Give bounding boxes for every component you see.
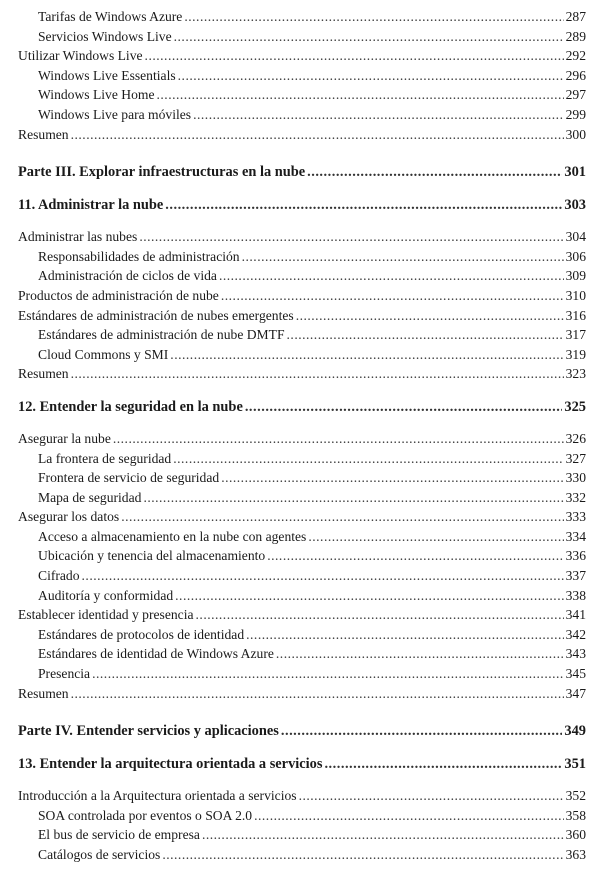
toc-entry-title: Estándares de administración de nubes emergentes — [18, 307, 294, 323]
section-spacer — [18, 146, 586, 164]
toc-entry-title: Introducción a la Arquitectura orientada a servicios — [18, 788, 297, 804]
toc-entry-row — [18, 847, 586, 867]
section-spacer — [18, 743, 586, 756]
toc-page-number: 296 — [565, 67, 586, 83]
dot-leader — [245, 399, 563, 416]
dot-leader — [299, 788, 564, 804]
toc-page-number: 292 — [565, 48, 586, 64]
dot-leader — [162, 847, 563, 863]
toc-chapter-title: 11. Administrar la nube — [18, 197, 164, 214]
toc-page-number: 347 — [565, 685, 586, 701]
toc-entry-row — [18, 451, 586, 471]
section-spacer — [18, 217, 586, 229]
toc-page-number: 306 — [565, 248, 586, 264]
toc-entry-row — [18, 107, 586, 127]
toc-entry-row — [18, 288, 586, 308]
toc-entry-row — [18, 490, 586, 510]
toc-entry-title: Catálogos de servicios — [38, 847, 161, 862]
dot-leader — [281, 723, 563, 740]
toc-chapter-row — [18, 197, 586, 217]
toc-chapter-row — [18, 723, 586, 743]
dot-leader — [296, 308, 564, 324]
toc-entry-row — [18, 548, 586, 568]
toc-entry-row — [18, 470, 586, 490]
dot-leader — [287, 327, 564, 343]
toc-page-number: 301 — [564, 164, 586, 181]
toc-entry-title: Windows Live Home — [38, 87, 155, 103]
dot-leader — [308, 529, 563, 545]
dot-leader — [196, 607, 564, 623]
dot-leader — [174, 29, 564, 45]
toc-page-number: 309 — [565, 268, 586, 284]
dot-leader — [139, 229, 563, 245]
dot-leader — [193, 107, 564, 123]
toc-page-number: 342 — [565, 626, 586, 642]
dot-leader — [178, 68, 564, 84]
toc-entry-title: Administración de ciclos de vida — [38, 268, 217, 284]
dot-leader — [246, 627, 563, 643]
toc-entry-row — [18, 529, 586, 549]
toc-chapter-title: 13. Entender la arquitectura orientada a servicios — [18, 756, 323, 773]
toc-page-number: 337 — [565, 568, 586, 584]
toc-entry-row — [18, 347, 586, 367]
section-spacer — [18, 419, 586, 431]
section-spacer — [18, 705, 586, 723]
toc-entry-row — [18, 29, 586, 49]
toc-page-number: 297 — [565, 87, 586, 103]
toc-chapter-row — [18, 756, 586, 776]
toc-entry-row — [18, 568, 586, 588]
toc-chapter-title: Parte IV. Entender servicios y aplicaciones — [18, 723, 279, 740]
toc-page-number: 289 — [565, 28, 586, 44]
toc-entry-title: Asegurar los datos — [18, 509, 120, 525]
toc-entry-row — [18, 627, 586, 647]
dot-leader — [219, 268, 564, 284]
dot-leader — [221, 470, 563, 486]
toc-entry-row — [18, 229, 586, 249]
toc-entry-title: Servicios Windows Live — [38, 28, 172, 44]
toc-page-number: 299 — [565, 106, 586, 122]
dot-leader — [82, 568, 564, 584]
toc-entry-row — [18, 9, 586, 29]
toc-entry-title: Productos de administración de nube — [18, 287, 219, 303]
toc-page-number: 358 — [565, 807, 586, 823]
section-spacer — [18, 776, 586, 788]
toc-page-number: 351 — [564, 756, 586, 773]
toc-page-number: 310 — [565, 287, 586, 303]
toc-entry-row — [18, 588, 586, 608]
dot-leader — [267, 548, 563, 564]
toc-entry-row — [18, 431, 586, 451]
toc-entry-title: Utilizar Windows Live — [18, 48, 143, 64]
toc-entry-row — [18, 509, 586, 529]
toc-entry-row — [18, 788, 586, 808]
toc-page-number: 287 — [565, 9, 586, 24]
toc-page-number: 345 — [565, 666, 586, 682]
toc-entry-title: Administrar las nubes — [18, 229, 138, 245]
toc-chapter-row — [18, 399, 586, 419]
toc-entry-row — [18, 808, 586, 828]
toc-page-number: 300 — [565, 126, 586, 142]
toc-entry-title: Acceso a almacenamiento en la nube con agentes — [38, 528, 307, 544]
toc-page-number: 327 — [565, 450, 586, 466]
dot-leader — [221, 288, 564, 304]
dot-leader — [145, 48, 564, 64]
dot-leader — [184, 9, 563, 25]
dot-leader — [71, 127, 564, 143]
dot-leader — [242, 249, 564, 265]
toc-page-number: 303 — [564, 197, 586, 214]
toc-entry-row — [18, 666, 586, 686]
toc-entry-title: Resumen — [18, 685, 69, 701]
section-spacer — [18, 184, 586, 197]
dot-leader — [202, 827, 564, 843]
toc-entry-title: Cloud Commons y SMI — [38, 346, 169, 362]
toc-entry-row — [18, 827, 586, 847]
dot-leader — [307, 164, 562, 181]
toc-page-number: 333 — [565, 509, 586, 525]
toc-page-number: 326 — [565, 430, 586, 446]
toc-entry-title: El bus de servicio de empresa — [38, 827, 200, 843]
section-spacer — [18, 386, 586, 399]
dot-leader — [121, 509, 563, 525]
toc-entry-title: Responsabilidades de administración — [38, 248, 240, 264]
toc-entry-title: La frontera de seguridad — [38, 450, 172, 466]
toc-entry-row — [18, 686, 586, 706]
toc-entry-title: Frontera de servicio de seguridad — [38, 470, 220, 486]
toc-entry-title: Establecer identidad y presencia — [18, 607, 194, 623]
toc-page-number: 304 — [565, 229, 586, 245]
toc-chapter-row — [18, 164, 586, 184]
toc-entry-title: Auditoría y conformidad — [38, 587, 174, 603]
toc-page-number: 330 — [565, 470, 586, 486]
toc-entry-row — [18, 87, 586, 107]
dot-leader — [71, 366, 564, 382]
toc-page-number: 343 — [565, 646, 586, 662]
dot-leader — [157, 87, 564, 103]
dot-leader — [143, 490, 563, 506]
dot-leader — [71, 686, 564, 702]
toc-page-number: 363 — [565, 847, 586, 862]
toc-page-number: 332 — [565, 489, 586, 505]
toc-page-number: 325 — [564, 398, 586, 415]
toc-entry-title: Cifrado — [38, 568, 80, 584]
toc-page-number: 338 — [565, 587, 586, 603]
toc-entry-title: Estándares de administración de nube DMTF — [38, 327, 285, 343]
toc-entry-title: Estándares de identidad de Windows Azure — [38, 646, 274, 662]
toc-entry-row — [18, 48, 586, 68]
dot-leader — [276, 646, 564, 662]
toc-entry-title: Windows Live para móviles — [38, 106, 192, 122]
toc-entry-title: Estándares de protocolos de identidad — [38, 626, 245, 642]
toc-entry-row — [18, 308, 586, 328]
toc-page-number: 360 — [565, 827, 586, 843]
toc-page-number: 317 — [565, 327, 586, 343]
toc-entry-title: Asegurar la nube — [18, 430, 111, 446]
dot-leader — [175, 588, 563, 604]
dot-leader — [165, 197, 562, 214]
dot-leader — [254, 808, 564, 824]
dot-leader — [173, 451, 563, 467]
toc-page-number: 349 — [564, 723, 586, 740]
toc-entry-title: Presencia — [38, 666, 91, 682]
toc-entry-title: Mapa de seguridad — [38, 489, 142, 505]
toc-page-number: 341 — [565, 607, 586, 623]
toc-page-number: 352 — [565, 788, 586, 804]
toc-entry-title: Tarifas de Windows Azure — [38, 9, 183, 24]
toc-chapter-title: 12. Entender la seguridad en la nube — [18, 398, 243, 415]
toc-entry-title: Ubicación y tenencia del almacenamiento — [38, 548, 266, 564]
dot-leader — [324, 756, 562, 773]
toc-entry-title: Resumen — [18, 366, 69, 382]
toc-page-number: 336 — [565, 548, 586, 564]
toc-entry-row — [18, 366, 586, 386]
toc-entry-row — [18, 127, 586, 147]
toc-entry-row — [18, 68, 586, 88]
dot-leader — [113, 431, 564, 447]
toc-page-number: 316 — [565, 307, 586, 323]
dot-leader — [92, 666, 564, 682]
toc-chapter-title: Parte III. Explorar infraestructuras en la nube — [18, 164, 306, 181]
toc-entry-title: Windows Live Essentials — [38, 67, 176, 83]
toc-entry-row — [18, 646, 586, 666]
toc-page-number: 323 — [565, 366, 586, 382]
toc-page-number: 334 — [565, 528, 586, 544]
table-of-contents — [18, 9, 586, 867]
toc-entry-row — [18, 607, 586, 627]
toc-entry-row — [18, 327, 586, 347]
toc-entry-row — [18, 249, 586, 269]
toc-entry-row — [18, 268, 586, 288]
toc-entry-title: SOA controlada por eventos o SOA 2.0 — [38, 807, 253, 823]
toc-entry-title: Resumen — [18, 126, 69, 142]
dot-leader — [170, 347, 563, 363]
toc-page-number: 319 — [565, 346, 586, 362]
